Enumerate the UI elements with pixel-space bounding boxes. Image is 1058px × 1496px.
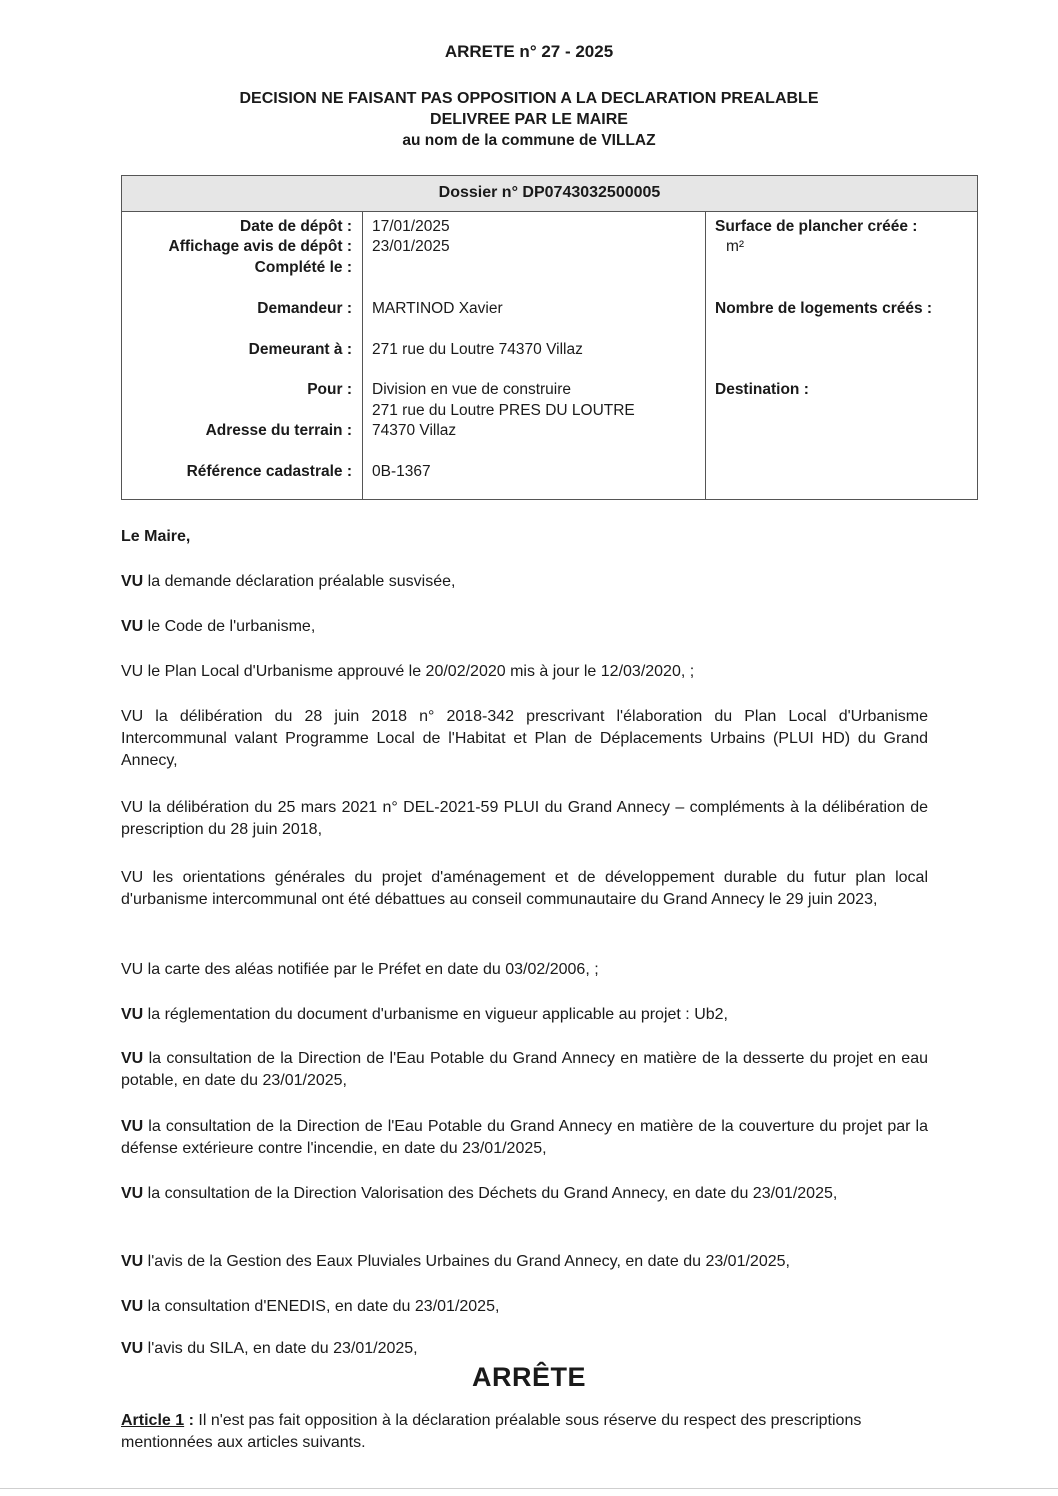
vu-text: VU les orientations générales du projet d'aménagement et de développement durable du futur plan local d'urbanisme intercommunal ont été débattues au conseil communautaire du Grand Annecy le 29 juin 2023, [121, 869, 928, 908]
vu-text: la demande déclaration préalable susvisée, [143, 573, 456, 590]
subtitle-line: DELIVREE PAR LE MAIRE [430, 111, 628, 128]
value-surface-unit: m² [726, 238, 745, 255]
document-subtitle [0, 88, 1058, 151]
vu-paragraph [121, 867, 928, 911]
subtitle-line: DECISION NE FAISANT PAS OPPOSITION A LA DECLARATION PREALABLE [239, 90, 819, 107]
vu-text: la consultation de la Direction de l'Eau Potable du Grand Annecy en matière de la couverture du projet par la défense extérieure contre l'incendie, en date du 23/01/2025, [121, 1118, 928, 1157]
value-demandeur: MARTINOD Xavier [372, 300, 503, 317]
vu-paragraph [121, 797, 928, 841]
label-adresse-terrain: Adresse du terrain : [205, 422, 352, 439]
value-adresse-line1: 271 rue du Loutre PRES DU LOUTRE [372, 402, 635, 419]
vu-keyword: VU [121, 573, 144, 590]
vu-keyword: VU [121, 1006, 144, 1023]
vu-paragraph [121, 1048, 928, 1092]
label-affichage: Affichage avis de dépôt : [168, 238, 352, 255]
vu-text: la consultation de la Direction Valorisation des Déchets du Grand Annecy, en date du 23/01/2025, [143, 1185, 838, 1202]
vu-paragraph [121, 661, 928, 683]
value-reference-cadastrale: 0B-1367 [372, 463, 431, 480]
vu-text: VU la carte des aléas notifiée par le Préfet en date du 03/02/2006, ; [121, 961, 599, 978]
label-surface-plancher: Surface de plancher créée : [715, 218, 918, 235]
vu-keyword: VU [121, 1185, 144, 1202]
vu-keyword: VU [121, 618, 144, 635]
vu-paragraph [121, 1116, 928, 1160]
column-divider [705, 212, 706, 499]
article-label: Article 1 [121, 1412, 185, 1429]
value-date-depot: 17/01/2025 [372, 218, 450, 235]
label-destination: Destination : [715, 381, 809, 398]
article-1 [121, 1410, 928, 1454]
vu-text: la consultation de la Direction de l'Eau Potable du Grand Annecy en matière de la desserte du projet en eau potable, en date du 23/01/2025, [121, 1050, 928, 1089]
vu-text: VU la délibération du 25 mars 2021 n° DEL-2021-59 PLUI du Grand Annecy – compléments à la délibération de prescription du 28 juin 2018, [121, 799, 928, 838]
value-adresse-line2: 74370 Villaz [372, 422, 457, 439]
vu-text: l'avis de la Gestion des Eaux Pluviales Urbaines du Grand Annecy, en date du 23/01/2025, [143, 1253, 790, 1270]
vu-paragraph [121, 616, 928, 638]
article-text: Il n'est pas fait opposition à la déclaration préalable sous réserve du respect des prescriptions mentionnées aux articles suivants. [121, 1412, 862, 1451]
label-complete: Complété le : [254, 259, 352, 276]
vu-text: VU le Plan Local d'Urbanisme approuvé le 20/02/2020 mis à jour le 12/03/2020, ; [121, 663, 695, 680]
vu-paragraph [121, 1251, 928, 1273]
vu-keyword: VU [121, 1340, 144, 1357]
vu-text: l'avis du SILA, en date du 23/01/2025, [143, 1340, 418, 1357]
vu-keyword: VU [121, 1298, 144, 1315]
page-edge-line [0, 1488, 1058, 1489]
label-nombre-logements: Nombre de logements créés : [715, 300, 933, 317]
label-reference-cadastrale: Référence cadastrale : [186, 463, 352, 480]
vu-paragraph [121, 706, 928, 772]
document-title: ARRETE n° 27 - 2025 [444, 42, 614, 61]
value-affichage: 23/01/2025 [372, 238, 450, 255]
label-pour: Pour : [307, 381, 352, 398]
label-demandeur: Demandeur : [257, 300, 352, 317]
vu-paragraph [121, 1004, 928, 1026]
vu-text: le Code de l'urbanisme, [143, 618, 316, 635]
vu-paragraph [121, 959, 928, 981]
label-date-depot: Date de dépôt : [240, 218, 352, 235]
label-demeurant: Demeurant à : [248, 341, 352, 358]
subtitle-line: au nom de la commune de VILLAZ [402, 132, 656, 149]
value-pour: Division en vue de construire [372, 381, 572, 398]
vu-paragraph [121, 1183, 928, 1205]
dossier-table [121, 175, 978, 500]
vu-paragraph [121, 1296, 928, 1318]
vu-keyword: VU [121, 1253, 144, 1270]
arrete-heading: ARRÊTE [471, 1362, 586, 1392]
vu-paragraph [121, 571, 928, 593]
vu-text: la réglementation du document d'urbanisme en vigueur applicable au projet : Ub2, [143, 1006, 728, 1023]
vu-text: VU la délibération du 28 juin 2018 n° 2018-342 prescrivant l'élaboration du Plan Local d'Urbanisme Intercommunal valant Programme Local de l'Habitat et Plan de Déplacements Urbains (PLUI HD) du Grand Annecy, [121, 708, 928, 769]
value-demeurant: 271 rue du Loutre 74370 Villaz [372, 341, 583, 358]
dossier-header: Dossier n° DP0743032500005 [122, 176, 977, 212]
vu-keyword: VU [121, 1118, 144, 1135]
column-divider [362, 212, 363, 499]
vu-text: la consultation d'ENEDIS, en date du 23/01/2025, [143, 1298, 500, 1315]
article-colon: : [184, 1412, 194, 1429]
maire-heading: Le Maire, [121, 528, 191, 545]
vu-keyword: VU [121, 1050, 144, 1067]
vu-paragraph [121, 1338, 928, 1360]
